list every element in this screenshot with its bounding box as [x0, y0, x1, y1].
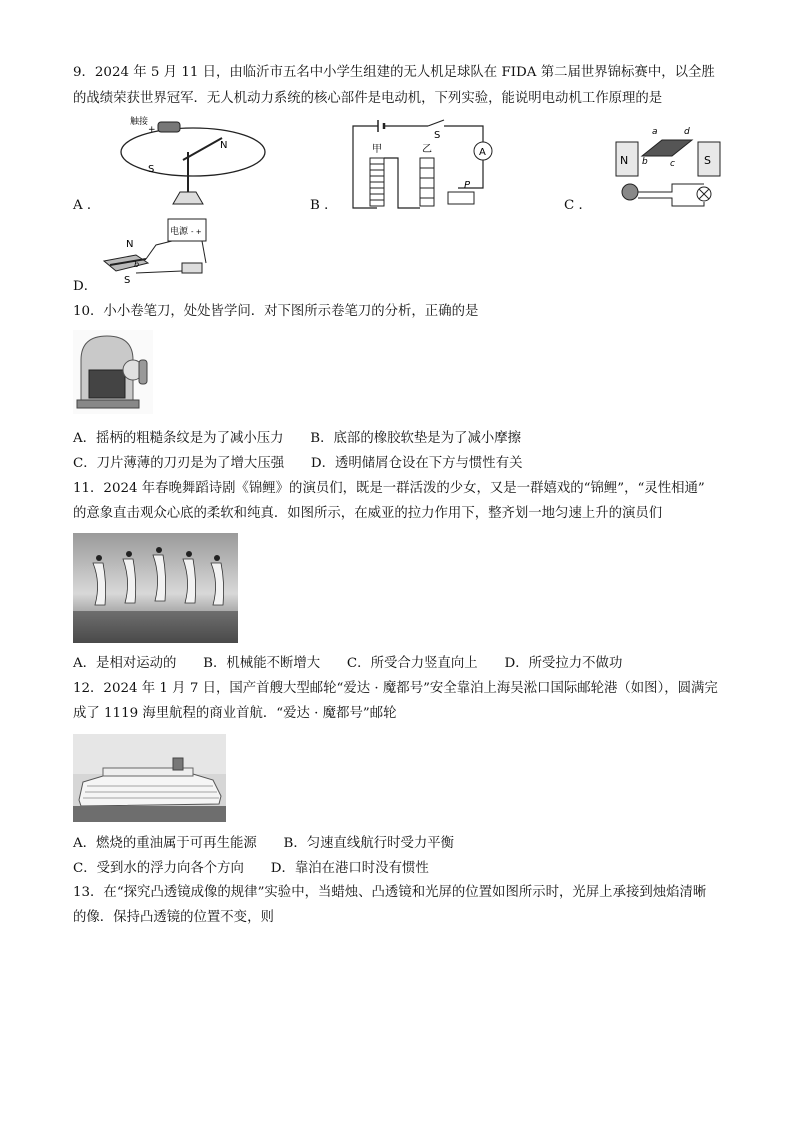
coil-a-label: a	[652, 127, 658, 137]
coil-yi-label: 乙	[422, 144, 432, 155]
magnet-s-label: S	[704, 154, 711, 167]
q12-cruise-ship-photo	[73, 734, 226, 822]
q9-figure-c	[612, 122, 724, 212]
q10-stem: 10．小小卷笔刀，处处皆学问．对下图所示卷笔刀的分析，正确的是	[73, 304, 479, 319]
magnet-n-label: N	[126, 239, 134, 250]
north-label: N	[220, 140, 228, 151]
q10-options-cd: C．刀片薄薄的刀刃是为了增大压强 D．透明储屑仓设在下方与惯性有关	[73, 456, 523, 471]
south-label: S	[148, 164, 155, 175]
q11-stem-line2: 的意象直击观众心底的柔软和纯真．如图所示，在威亚的拉力作用下，整齐划一地匀速上升的演员们	[73, 506, 663, 521]
q12-options-cd: C．受到水的浮力向各个方向 D．靠泊在港口时没有惯性	[73, 861, 429, 876]
q9-stem-line1: 9．2024 年 5 月 11 日，由临沂市五名中小学生组建的无人机足球队在 FIDA 第二届世界锦标赛中，以全胜	[73, 65, 715, 80]
q12-stem-line2: 成了 1119 海里航程的商业首航．“爱达 · 魔都号”邮轮	[73, 706, 397, 721]
q13-stem-line2: 的像．保持凸透镜的位置不变，则	[73, 910, 274, 925]
q10-options-ab: A．摇柄的粗糙条纹是为了减小压力 B．底部的橡胶软垫是为了减小摩擦	[73, 431, 522, 446]
power-label: 电源	[170, 227, 189, 237]
stand-base	[173, 192, 203, 204]
plus-label: +	[148, 125, 156, 135]
rubber-pad	[77, 400, 139, 408]
q11-stem-line1: 11．2024 年春晚舞蹈诗剧《锦鲤》的演员们，既是一群活泼的少女，又是一群嬉戏的“锦鲤”，“灵性相通”	[73, 481, 705, 496]
touch-label: 触接	[130, 117, 149, 127]
q9-option-a: A ．	[73, 198, 101, 213]
rheostat-icon	[448, 192, 474, 204]
coil-jia-label: 甲	[372, 144, 382, 155]
switch-icon	[428, 120, 444, 126]
q11-dancers-photo	[73, 533, 238, 643]
switch-icon	[182, 263, 202, 273]
battery-icon	[158, 122, 180, 132]
magnet-s-label: S	[124, 275, 131, 285]
coil-abcd	[642, 140, 692, 156]
q13-stem-line1: 13．在“探究凸透镜成像的规律”实验中，当蜡烛、凸透镜和光屏的位置如图所示时，光屏上承接到烛焰清晰	[73, 885, 707, 900]
ship-funnel	[173, 758, 183, 770]
q11-options: A．是相对运动的 B．机械能不断增大 C．所受合力竖直向上 D．所受拉力不做功	[73, 656, 623, 671]
coil-c-label: c	[670, 159, 675, 169]
coil-b-label: b	[642, 157, 648, 167]
q12-options-ab: A．燃烧的重油属于可再生能源 B．匀速直线航行时受力平衡	[73, 836, 455, 851]
shavings-box	[89, 370, 125, 398]
q10-pencil-sharpener-photo	[73, 330, 153, 414]
slip-rings	[622, 184, 638, 200]
ammeter-label: A	[479, 147, 486, 158]
q9-figure-b	[348, 118, 498, 210]
q9-figure-d	[96, 215, 216, 285]
q9-figure-a	[118, 112, 268, 212]
coil-d-label: d	[684, 127, 690, 137]
coil-yi	[420, 158, 434, 206]
switch-label: S	[434, 130, 441, 141]
slider-p-label: P	[464, 180, 471, 191]
magnet-n-label: N	[620, 154, 629, 167]
q9-option-c: C ．	[564, 198, 592, 213]
q12-stem-line1: 12．2024 年 1 月 7 日，国产首艘大型邮轮“爱达 · 魔都号”安全靠泊上海吴淞口国际邮轮港（如图），圆满完	[73, 681, 718, 696]
ship-hull	[79, 774, 221, 806]
q9-option-d: D．	[73, 279, 98, 294]
wire-loop	[121, 128, 265, 176]
rod-b-label: b	[134, 260, 140, 269]
q9-stem-line2: 的战绩荣获世界冠军．无人机动力系统的核心部件是电动机，下列实验，能说明电动机工作原理的是	[73, 91, 663, 106]
q9-option-b: B ．	[310, 198, 338, 213]
power-pm-label: - +	[191, 228, 202, 236]
